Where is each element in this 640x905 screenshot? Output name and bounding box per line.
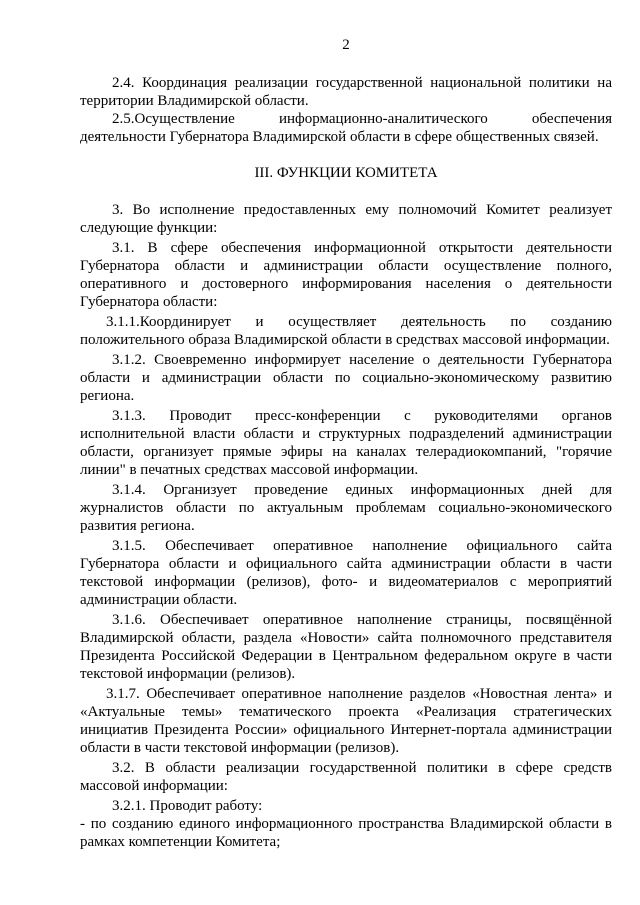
paragraph-3-1-1: 3.1.1.Координирует и осуществляет деятельность по созданию положительного образа Владимирской области в средствах массовой информации. bbox=[80, 314, 612, 348]
paragraph-3-1-2: 3.1.2. Своевременно информирует население о деятельности Губернатора области и администрации области по социально-экономическому развитию региона. bbox=[80, 352, 612, 404]
page-number: 2 bbox=[342, 37, 350, 53]
paragraph-3-2-1: 3.2.1. Проводит работу: bbox=[112, 798, 263, 814]
paragraph-3-1-5: 3.1.5. Обеспечивает оперативное наполнение официального сайта Губернатора области и официального сайта администрации области в части текстовой информации (релизов), фото- и видеоматериалов с мероприятий администрации области. bbox=[80, 538, 612, 608]
paragraph-3: 3. Во исполнение предоставленных ему полномочий Комитет реализует следующие функции: bbox=[80, 202, 612, 236]
paragraph-3-1-6: 3.1.6. Обеспечивает оперативное наполнение страницы, посвящённой Владимирской области, раздела «Новости» сайта полномочного представителя Президента Российской Федерации в Центральном федеральном округе в части текстовой информации (релизов). bbox=[80, 612, 612, 682]
paragraph-2-4: 2.4. Координация реализации государственной национальной политики на территории Владимирской области. bbox=[80, 75, 612, 109]
paragraph-3-1: 3.1. В сфере обеспечения информационной открытости деятельности Губернатора области и администрации области осуществление полного, оперативного и достоверного информирования населения о деятельности Губернатора области: bbox=[80, 240, 612, 310]
paragraph-3-1-4: 3.1.4. Организует проведение единых информационных дней для журналистов области по актуальным проблемам социально-экономического развития региона. bbox=[80, 482, 612, 534]
paragraph-3-1-3: 3.1.3. Проводит пресс-конференции с руководителями органов исполнительной власти области и структурных подразделений администрации области, организует прямые эфиры на каналах телерадиокомпаний, "горячие линии" в печатных средствах массовой информации. bbox=[80, 408, 612, 478]
paragraph-2-5: 2.5.Осуществление информационно-аналитического обеспечения деятельности Губернатора Владимирской области в сфере общественных связей. bbox=[80, 111, 612, 145]
paragraph-3-1-7: 3.1.7. Обеспечивает оперативное наполнение разделов «Новостная лента» и «Актуальные темы» тематического проекта «Реализация стратегических инициатив Президента России» официального Интернет-портала администрации области в части текстовой информации (релизов). bbox=[80, 686, 612, 756]
section-heading: III. ФУНКЦИИ КОМИТЕТА bbox=[254, 165, 438, 181]
dash-item-1: - по созданию единого информационного пространства Владимирской области в рамках компетенции Комитета; bbox=[80, 816, 612, 850]
paragraph-3-2: 3.2. В области реализации государственной политики в сфере средств массовой информации: bbox=[80, 760, 612, 794]
